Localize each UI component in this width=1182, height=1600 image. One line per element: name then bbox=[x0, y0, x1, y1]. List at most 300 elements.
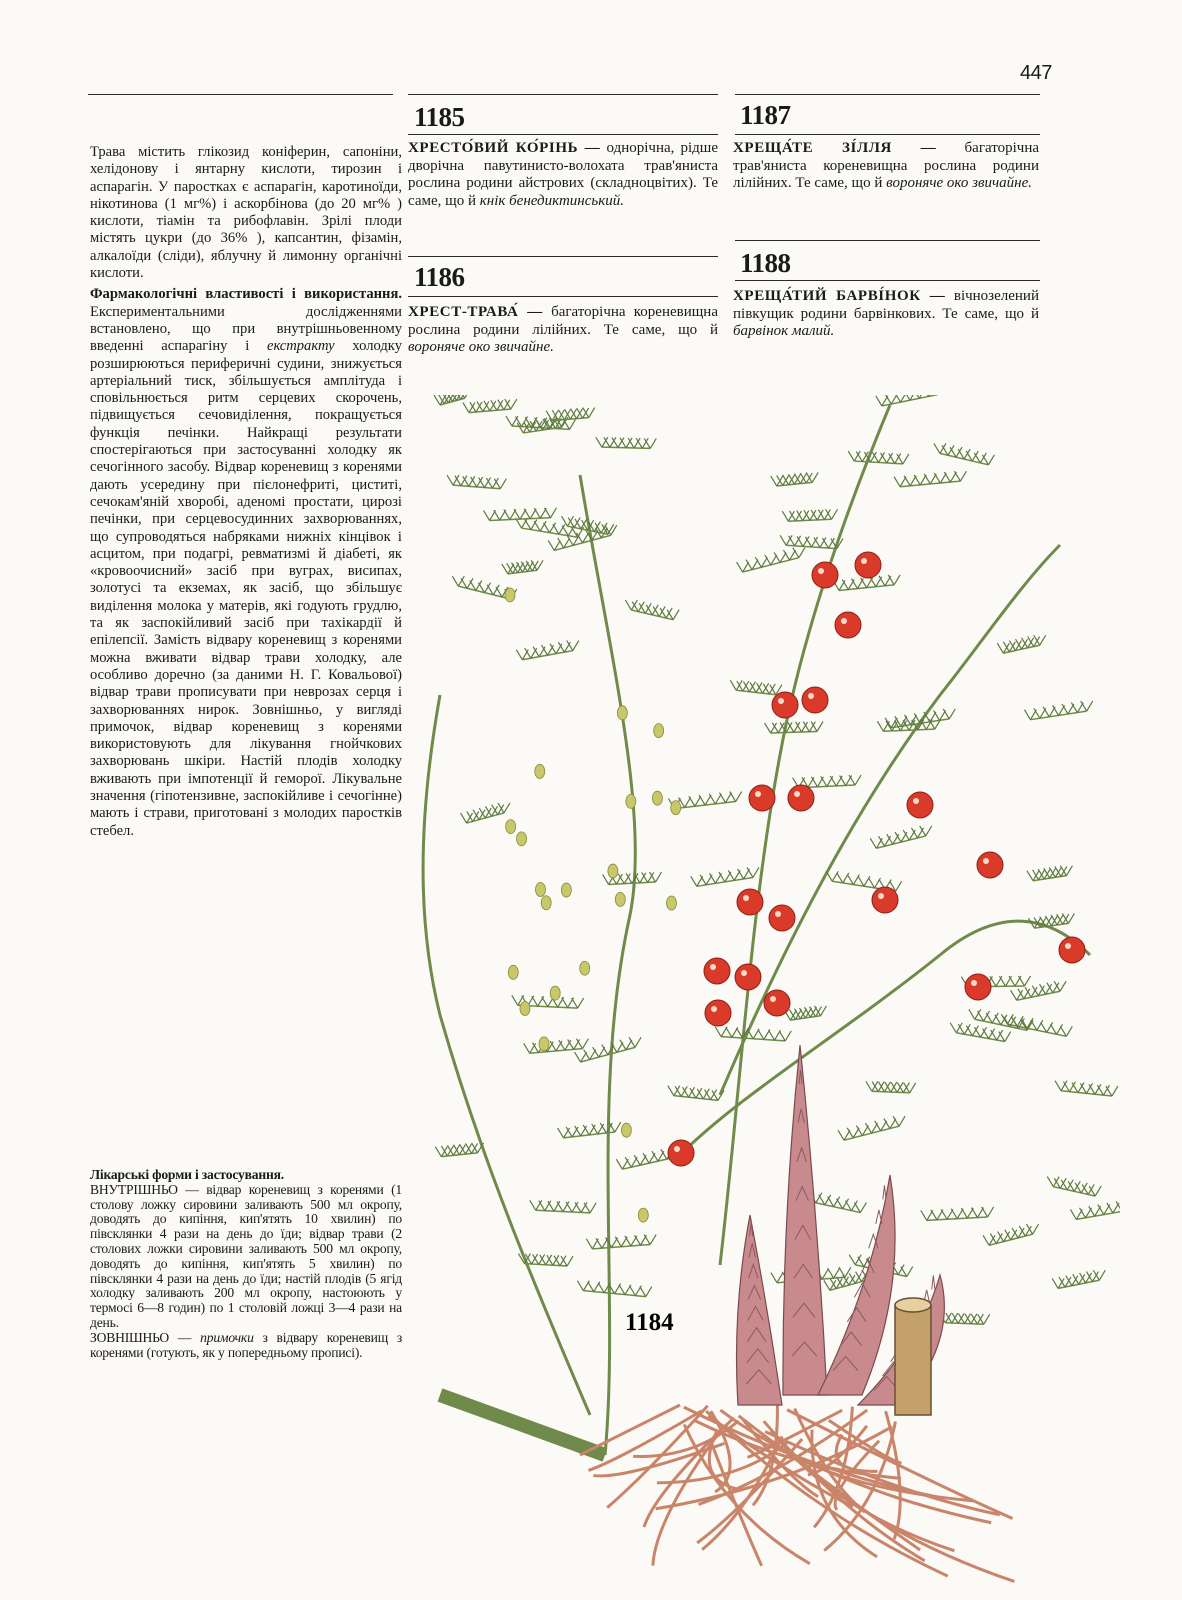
needle bbox=[954, 471, 960, 481]
needle bbox=[1106, 1086, 1112, 1096]
needle bbox=[753, 867, 759, 877]
needle bbox=[584, 1203, 590, 1213]
needle bbox=[989, 1029, 995, 1039]
needle bbox=[656, 872, 662, 882]
needle bbox=[949, 709, 955, 719]
entry-number-1185: 1185 bbox=[414, 102, 465, 132]
flower bbox=[621, 1123, 631, 1137]
external-italic: примочки bbox=[200, 1329, 254, 1345]
needle bbox=[999, 976, 1005, 986]
needle bbox=[726, 1027, 732, 1037]
needle bbox=[504, 400, 510, 410]
berry-highlight bbox=[710, 964, 716, 970]
needle bbox=[545, 1201, 551, 1211]
needle bbox=[730, 680, 736, 690]
header-rule-mid bbox=[408, 94, 718, 95]
flower bbox=[608, 864, 618, 878]
needle bbox=[1087, 701, 1093, 711]
entry-1185-italic: кнік бенедиктинський. bbox=[479, 192, 624, 209]
needle bbox=[615, 1122, 621, 1132]
berry-highlight bbox=[913, 798, 919, 804]
shoot-scale bbox=[883, 1185, 886, 1199]
header-rule-left bbox=[88, 94, 393, 95]
entry-rule-1188 bbox=[735, 280, 1040, 281]
needle bbox=[1044, 868, 1050, 878]
berry bbox=[835, 612, 861, 638]
needle bbox=[512, 995, 518, 1005]
needle bbox=[498, 803, 504, 813]
needle bbox=[1019, 976, 1025, 986]
needle bbox=[913, 395, 919, 398]
internal-label: ВНУТРІШНЬО bbox=[90, 1181, 178, 1197]
needle bbox=[719, 793, 725, 803]
main-article-text bbox=[90, 144, 402, 840]
entry-1186 bbox=[408, 304, 718, 357]
needle bbox=[514, 509, 520, 519]
needle bbox=[988, 455, 994, 465]
needle bbox=[556, 1041, 562, 1051]
needle bbox=[1052, 1278, 1058, 1288]
needle bbox=[452, 576, 458, 586]
needle bbox=[765, 723, 771, 733]
branch bbox=[882, 395, 938, 406]
needle bbox=[558, 1128, 564, 1138]
entry-rule-1188-top bbox=[735, 240, 1040, 241]
berry-highlight bbox=[770, 996, 776, 1002]
needle bbox=[590, 1203, 596, 1213]
needle bbox=[1009, 976, 1015, 986]
berry bbox=[907, 792, 933, 818]
berry bbox=[704, 958, 730, 984]
external-text: з відвару кореневищ з коренями (готують, як у попередньому прописі). bbox=[90, 1329, 402, 1360]
flower bbox=[505, 588, 515, 602]
berry bbox=[788, 785, 814, 811]
needle bbox=[699, 795, 705, 805]
needle bbox=[899, 1116, 905, 1126]
needle bbox=[589, 1125, 595, 1135]
pharmacology-heading: Фармакологічні властивості і використання. bbox=[90, 286, 402, 303]
entry-1186-head: ХРЕСТ-ТРАВА́ — bbox=[408, 304, 543, 320]
needle bbox=[1016, 639, 1022, 649]
needle bbox=[921, 1210, 927, 1220]
plant-foliage bbox=[434, 395, 1120, 1324]
needle bbox=[797, 511, 803, 521]
needle bbox=[969, 1009, 975, 1019]
needle bbox=[811, 777, 817, 787]
cut-stem-top bbox=[895, 1298, 931, 1312]
needle bbox=[539, 1201, 545, 1211]
needle bbox=[950, 1023, 956, 1033]
flower bbox=[667, 896, 677, 910]
asparagus-illustration bbox=[420, 395, 1120, 1590]
needle bbox=[948, 445, 954, 455]
needle bbox=[737, 681, 743, 691]
needle bbox=[849, 775, 855, 785]
needle bbox=[586, 1239, 592, 1249]
dosage-forms-section bbox=[90, 1168, 402, 1360]
branch bbox=[554, 535, 611, 550]
needle bbox=[635, 1037, 641, 1047]
root bbox=[580, 1405, 680, 1455]
flower bbox=[506, 820, 516, 834]
berry-highlight bbox=[818, 568, 824, 574]
berry bbox=[802, 687, 828, 713]
berry-highlight bbox=[778, 698, 784, 704]
berry bbox=[977, 852, 1003, 878]
needle bbox=[879, 836, 885, 846]
needle bbox=[870, 838, 876, 848]
needle bbox=[838, 1130, 844, 1140]
needle bbox=[821, 776, 827, 786]
flower bbox=[617, 706, 627, 720]
flower bbox=[654, 724, 664, 738]
needle bbox=[1033, 870, 1039, 880]
needle bbox=[469, 403, 475, 413]
root bbox=[697, 1439, 802, 1543]
berry-highlight bbox=[711, 1006, 717, 1012]
needle bbox=[817, 721, 823, 731]
needle bbox=[530, 1200, 536, 1210]
needle bbox=[532, 1254, 538, 1264]
needle bbox=[956, 1023, 962, 1033]
needle bbox=[840, 776, 846, 786]
needle bbox=[834, 1268, 840, 1278]
needle bbox=[750, 682, 756, 692]
needle bbox=[826, 871, 832, 881]
needle bbox=[769, 1030, 775, 1040]
external-use-paragraph bbox=[90, 1331, 402, 1361]
entry-1188 bbox=[733, 288, 1039, 341]
branch bbox=[522, 528, 578, 537]
composition-paragraph: Трава містить глікозид коніферин, сапоніни, хелідонову і янтарну кислоти, тирозин і аспарагін. У паростках є аспарагін, каротиноїди, нікотинова (1 мг%) і аскорбінова (до 20 мг% ) кислоти, тіамін та рибофлавін. Зрілі плоди містять цукри (до 36% ), капсантин, фізамін, алкалоїди (сліди), яблучну й лимонну органічні кислоти. bbox=[90, 144, 402, 282]
entry-1187 bbox=[733, 140, 1039, 193]
needle bbox=[1080, 1083, 1086, 1093]
berry bbox=[855, 552, 881, 578]
needle bbox=[1049, 867, 1055, 877]
needle bbox=[1055, 866, 1061, 876]
needle bbox=[931, 1210, 937, 1220]
needle bbox=[548, 540, 554, 550]
entry-rule-1186 bbox=[408, 296, 718, 297]
needle bbox=[832, 509, 838, 519]
entry-1185-head: ХРЕСТО́ВИЙ КО́РІНЬ — bbox=[408, 140, 601, 156]
needle bbox=[730, 792, 736, 802]
internal-text: — відвар кореневищ з коренями (1 столову ложку сировини заливають 500 мл окропу, доводять до кипіння, кип'ятять 10 хвилин) по півсклянки 4 рази на день до їди; відвар трави (2 столових ложки сировини заливають 500 мл окропу, доводять до кипіння, кип'ятять 5 хвилин) по півсклянки 4 рази на день до їди; настій плодів (5 ягід холодку заливають 200 мл окропу, настоюють у термосі 6—8 годин) по 1 столовій ложці 3—4 рази на день. bbox=[90, 1181, 402, 1330]
needle bbox=[572, 1202, 578, 1212]
needle bbox=[629, 1286, 635, 1296]
berry-highlight bbox=[841, 618, 847, 624]
needle bbox=[554, 1201, 560, 1211]
needle bbox=[771, 1273, 777, 1283]
needle bbox=[502, 564, 508, 574]
entry-number-1188: 1188 bbox=[740, 248, 791, 278]
berry bbox=[1059, 937, 1085, 963]
stem-4 bbox=[440, 1395, 605, 1455]
needle bbox=[536, 1200, 542, 1210]
needle bbox=[544, 508, 550, 518]
needle bbox=[1028, 637, 1034, 647]
berry-highlight bbox=[755, 791, 761, 797]
needle bbox=[763, 684, 769, 694]
needle bbox=[779, 1031, 785, 1041]
flower bbox=[541, 896, 551, 910]
needle bbox=[598, 1283, 604, 1293]
needle bbox=[511, 399, 517, 409]
needle bbox=[818, 510, 824, 520]
needle bbox=[490, 401, 496, 411]
needle bbox=[757, 683, 763, 693]
root bbox=[765, 1432, 1000, 1515]
needle bbox=[483, 401, 489, 411]
needle bbox=[822, 1269, 828, 1279]
needle bbox=[903, 454, 909, 464]
flower bbox=[671, 801, 681, 815]
entry-1185-text: однорічна, рідше дворічна павутинисто-волохата трав'яниста рослина родини айстрових (складноцвітих). Те саме, що й bbox=[408, 140, 718, 209]
needle bbox=[1070, 1209, 1076, 1219]
needle bbox=[830, 776, 836, 786]
needle bbox=[546, 1255, 552, 1265]
berry-highlight bbox=[674, 1146, 680, 1152]
dosage-heading bbox=[90, 1168, 402, 1183]
pharmacology-text-b: холодку розширюються периферичні судини, знижується артеріальний тиск, збільшується амплітуда і сповільнюється ритм серцевих скорочень, підвищується сечовиділення, покращується функція печінки. Найкращі результати спостерігаються при застосуванні холодку як сечогінного засобу. Відвар кореневищ з коренями дають усередину при пієлонефриті, циститі, сечокам'яній хворобі, аденомі простати, цирозі печінки, при серцевосудинних захворюваннях, що супроводяться набряками нижніх кінцівок і асцитом, при подагрі, ревматизмі й діабеті, як «кровоочисний» засіб при вуграх, висипах, золотусі та екземах, як засіб, що збільшує виділення молока у матерів, які годують грудлю, та як заспокійливий засіб при тахікардії й епілепсії. Замість відвару кореневищ з коренями можна вживати відвар трави холодку, але особливо доречно (за даними Н. Г. Ковальової) відвар трави прописувати при неврозах серця і захворюваннях нирок. Зовнішньо, у вигляді примочок, відвар кореневищ з коренями використовують для лікування гнойчкових захворювань шкіри. Настій плодів холодку вживають при імпотенції й геморої. Лікувальне значення (гіпотензивне, заспокійливе і сечогінне) мають і страви, приготовані з молодих паростків стебел. bbox=[90, 338, 402, 839]
needle bbox=[877, 721, 883, 731]
needle bbox=[539, 1254, 545, 1264]
needle bbox=[530, 1043, 536, 1053]
flower bbox=[615, 892, 625, 906]
needle bbox=[465, 395, 471, 398]
berry bbox=[872, 887, 898, 913]
needle bbox=[956, 447, 962, 457]
needle bbox=[780, 535, 786, 545]
needle bbox=[512, 416, 518, 426]
flower bbox=[520, 1002, 530, 1016]
needle bbox=[603, 874, 609, 884]
needle bbox=[972, 1026, 978, 1036]
needle bbox=[894, 575, 900, 585]
needle bbox=[548, 1201, 554, 1211]
flower bbox=[535, 764, 545, 778]
entry-1187-head: ХРЕЩА́ТЕ ЗІ́ЛЛЯ — bbox=[733, 140, 937, 156]
needle bbox=[506, 416, 512, 426]
needle bbox=[473, 810, 479, 820]
stem-1 bbox=[423, 695, 590, 1415]
needle bbox=[524, 1043, 530, 1053]
needle bbox=[504, 510, 510, 520]
needle bbox=[988, 1207, 994, 1217]
needle bbox=[574, 1039, 580, 1049]
needle bbox=[1047, 1177, 1053, 1187]
pharmacology-text-a: Експериментальними дослідженнями встановлено, що при внутрішньовенному введенні аспарагіну і bbox=[90, 303, 402, 355]
berry-highlight bbox=[983, 858, 989, 864]
needle bbox=[598, 1124, 604, 1134]
plant-flowers bbox=[505, 588, 681, 1222]
needle bbox=[1033, 1224, 1039, 1234]
flower bbox=[535, 883, 545, 897]
needle bbox=[887, 834, 893, 844]
needle bbox=[960, 471, 966, 481]
needle bbox=[681, 1086, 687, 1096]
needle bbox=[492, 805, 498, 815]
needle bbox=[619, 1285, 625, 1295]
pharmacology-paragraph bbox=[90, 286, 402, 840]
entry-1188-text: вічнозелений півкущик родини барвінкових. Те саме, що й bbox=[733, 288, 1039, 322]
needle bbox=[540, 1255, 546, 1265]
berry bbox=[735, 964, 761, 990]
needle bbox=[581, 1202, 587, 1212]
needle bbox=[447, 475, 453, 485]
needle bbox=[485, 806, 491, 816]
berry bbox=[812, 562, 838, 588]
needle bbox=[533, 1254, 539, 1264]
entry-rule-1186-top bbox=[408, 256, 718, 257]
needle bbox=[964, 449, 970, 459]
needle bbox=[1095, 1186, 1101, 1196]
needle bbox=[578, 998, 584, 1008]
needle bbox=[964, 1024, 970, 1034]
needle bbox=[572, 998, 578, 1008]
needle bbox=[572, 1127, 578, 1137]
needle bbox=[1062, 913, 1068, 923]
plant-roots bbox=[580, 1405, 1014, 1581]
needle bbox=[971, 1208, 977, 1218]
entry-number-1186: 1186 bbox=[414, 262, 465, 292]
needle bbox=[1060, 981, 1066, 991]
needle bbox=[1066, 1026, 1072, 1036]
needle bbox=[484, 510, 490, 520]
needle bbox=[736, 792, 742, 802]
berry-highlight bbox=[1065, 943, 1071, 949]
needle bbox=[668, 1086, 674, 1096]
berry-highlight bbox=[775, 911, 781, 917]
shoot bbox=[818, 1175, 895, 1395]
needle bbox=[646, 1287, 652, 1297]
berry-highlight bbox=[878, 893, 884, 899]
needle bbox=[695, 796, 701, 806]
needle bbox=[1051, 915, 1057, 925]
needle bbox=[914, 475, 920, 485]
needle bbox=[903, 830, 909, 840]
needle bbox=[1066, 866, 1072, 876]
entry-rule-1187 bbox=[735, 134, 1040, 135]
needle bbox=[625, 1236, 631, 1246]
figure-label: 1184 bbox=[625, 1309, 674, 1336]
needle bbox=[644, 1235, 650, 1245]
needle bbox=[560, 1256, 566, 1266]
needle bbox=[896, 881, 902, 891]
needle bbox=[467, 811, 473, 821]
needle bbox=[553, 1255, 559, 1265]
needle bbox=[1072, 1083, 1078, 1093]
needle bbox=[983, 1235, 989, 1245]
needle bbox=[534, 508, 540, 518]
needle bbox=[554, 1256, 560, 1266]
shoot-scale bbox=[932, 1275, 935, 1289]
needle bbox=[777, 1273, 783, 1283]
external-label: ЗОВНІШНЬО bbox=[90, 1329, 170, 1345]
berry-highlight bbox=[971, 980, 977, 986]
needle bbox=[476, 402, 482, 412]
needle bbox=[588, 1282, 594, 1292]
needle bbox=[640, 1287, 646, 1297]
needle bbox=[866, 1081, 872, 1091]
needle bbox=[904, 476, 910, 486]
needle bbox=[596, 1238, 602, 1248]
needle bbox=[826, 509, 832, 519]
needle bbox=[790, 511, 796, 521]
needle bbox=[758, 1029, 764, 1039]
needle bbox=[566, 1202, 572, 1212]
page-number: 447 bbox=[1020, 62, 1052, 84]
berry-highlight bbox=[794, 791, 800, 797]
needle bbox=[497, 400, 503, 410]
needle bbox=[673, 610, 679, 620]
needle bbox=[839, 1267, 845, 1277]
needle bbox=[691, 876, 697, 886]
flower bbox=[652, 791, 662, 805]
needle bbox=[650, 438, 656, 448]
needle bbox=[1112, 1086, 1118, 1096]
needle bbox=[725, 793, 731, 803]
entry-1188-head: ХРЕЩА́ТИЙ БАРВІ́НОК — bbox=[733, 288, 946, 304]
needle bbox=[625, 600, 631, 610]
needle bbox=[1027, 871, 1033, 881]
needle bbox=[737, 562, 743, 572]
needle bbox=[907, 1267, 913, 1277]
needle bbox=[715, 1027, 721, 1037]
needle bbox=[581, 1126, 587, 1136]
plant-shoots bbox=[737, 1045, 945, 1415]
shoot bbox=[737, 1215, 783, 1405]
needle bbox=[689, 1087, 695, 1097]
flower bbox=[539, 1037, 549, 1051]
needle bbox=[981, 1027, 987, 1037]
needle bbox=[567, 1256, 573, 1266]
needle bbox=[911, 828, 917, 838]
needle bbox=[770, 685, 776, 695]
needle bbox=[516, 650, 522, 660]
needle bbox=[1005, 1032, 1011, 1042]
needle bbox=[546, 411, 552, 421]
entry-1186-italic: вороняче око звичайне. bbox=[408, 339, 554, 355]
needle bbox=[984, 1314, 990, 1324]
berry bbox=[737, 889, 763, 915]
entry-rule-1185 bbox=[408, 134, 718, 135]
needle bbox=[926, 826, 932, 836]
needle bbox=[562, 998, 568, 1008]
needle bbox=[811, 510, 817, 520]
needle bbox=[703, 1089, 709, 1099]
needle bbox=[575, 1052, 581, 1062]
pharmacology-text-italic: екстракту bbox=[266, 338, 335, 355]
needle bbox=[1040, 635, 1046, 645]
needle bbox=[524, 509, 530, 519]
needle bbox=[997, 1030, 1003, 1040]
needle bbox=[479, 808, 485, 818]
needle bbox=[1022, 638, 1028, 648]
needle bbox=[569, 419, 575, 429]
needle bbox=[951, 1209, 957, 1219]
needle bbox=[500, 479, 506, 489]
needle bbox=[573, 641, 579, 651]
dosage-heading-text: Лікарські форми і застосування. bbox=[90, 1167, 284, 1182]
needle bbox=[547, 1255, 553, 1265]
needle bbox=[689, 796, 695, 806]
needle bbox=[743, 682, 749, 692]
needle bbox=[561, 1256, 567, 1266]
needle bbox=[1099, 1270, 1105, 1280]
needle bbox=[812, 472, 818, 482]
needle bbox=[1038, 869, 1044, 879]
